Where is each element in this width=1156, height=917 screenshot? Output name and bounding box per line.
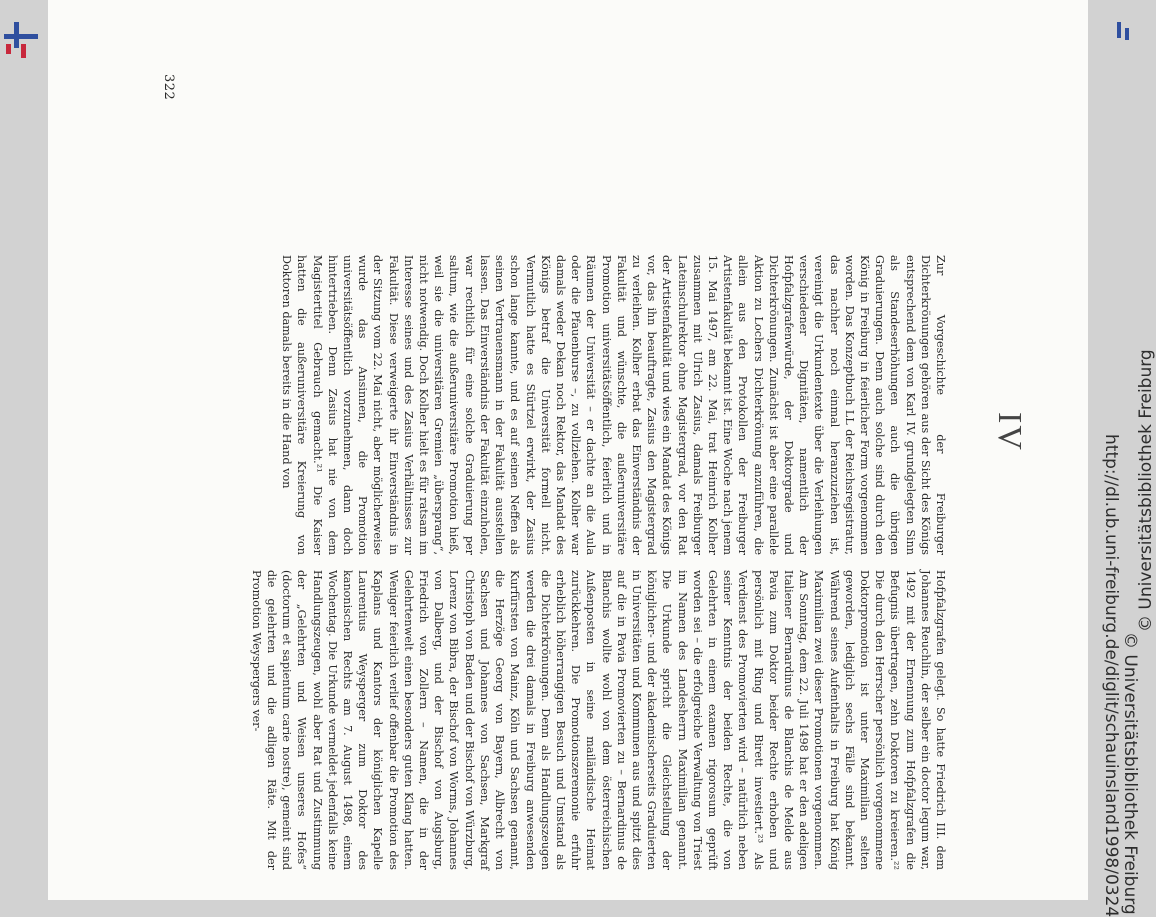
page-number: 322 bbox=[161, 74, 176, 101]
section-heading: IV bbox=[991, 412, 1028, 452]
text-column-left: Zur Vorgeschichte der Freiburger Dichterkrönungen gehören aus der Sicht des Königs entsprechend dem von Karl IV. grundgelegten Sinn als Standeserhöhungen auch die übrigen Graduierungen. Denn auch solche sind durch den König in Freiburg in feierlicher Form vorgenommen worden. Das Konzeptbuch LL der Reichsregistratur, das nachher noch einmal heranzuziehen ist, vereinigt die Urkundentexte über die Verleihungen verschiedener Dignitäten, namentlich der Hofpfalzgrafenwürde, der Doktorgrade und Dichterkrönungen. Zunächst ist aber eine parallele Aktion zu Lochers Dichterkrönung anzuführen, die allein aus den Protokollen der Freiburger Artistenfakultät bekannt ist. Eine Woche nach jenem 15. Mai 1497, am 22. Mai, trat Heinrich Kolher zusammen mit Ulrich Zasius, damals Freiburger Lateinschulrektor ohne Magistergrad, vor den Rat der Artistenfakultät und wies ein Mandat des Königs vor, das ihn beauftragte, Zasius den Magistergrad zu verleihen. Kolher erbat das Einverständnis der Fakultät und wünschte, die außeruniversitäre Promotion universitätsöffentlich, feierlich und in Räumen der Universität – er dachte an die Aula oder die Pfauenburse –, zu vollziehen. Kolher war damals weder Dekan noch Rektor, das Mandat des Königs betraf die Universität formell nicht. Vermutlich hatte es Stürtzel erwirkt, der Zasius schon lange kannte, und es auf seinen Neffen als seinen Vertrauensmann in der Fakultät ausstellen lassen. Das Einverständnis der Fakultät einzuholen, war rechtlich für eine solche Graduierung per saltum, wie die außeruniversitäre Promotion hieß, weil sie die universitären Gremien „übersprang“, nicht notwendig. Doch Kolher hielt es für ratsam im Interesse seines und des Zasius Verhältnisses zur Fakultät. Diese verweigerte ihr Einverständnis in der Sitzung vom 22. Mai nicht, aber möglicherweise wurde das Ansinnen, die Promotion universitätsöffentlich vorzunehmen, dann doch hintertrieben. Denn Zasius hat nie von dem Magistertitel Gebrauch gemacht.²¹ Die Kaiser hatten die außeruniversitäre Kreierung von Doktoren damals bereits in die Hand von bbox=[280, 255, 947, 555]
university-library-logo-icon bbox=[4, 22, 40, 62]
rotated-page-content bbox=[48, 0, 1088, 900]
scanned-page bbox=[48, 0, 1088, 900]
text-column-right: Hofpfalzgrafen gelegt. So hatte Friedrich III. dem Johannes Reuchlin, der selber ein doctor legum war, 1492 mit der Ernennung zum Hofpfalzgrafen die Befugnis übertragen, zehn Doktoren zu kreieren.²² Die durch den Herrscher persönlich vorgenommene Doktorpromotion ist unter Maximilian selten geworden, lediglich sechs Fälle sind bekannt. Während seines Aufenthalts in Freiburg hat König Maximilian zwei dieser Promotionen vorgenommen. Am Sonntag, dem 22. Juli 1498 hat er den adeligen Italiener Bernardinus de Blanchis de Melde aus Pavia zum Doktor beider Rechte erhoben und persönlich mit Ring und Birett investiert.²³ Als Verdienst des Promovierten wird – natürlich neben seiner Kenntnis der beiden Rechte, die von Gelehrten in einem examen rigorosum geprüft worden sei – die erfolgreiche Verwaltung von Triest im Namen des Landesherrn Maximilian genannt. Die Urkunde spricht die Gleichstellung der königlicher- und der akademischerseits Graduierten in Universitäten und Kommunen aus und spitzt dies auf die in Pavia Promovierten zu – Bernardinus de Blanchis wollte wohl von dem österreichischen Außenposten in seine mailändische Heimat zurückkehren. Die Promotionszeremonie erfuhr erheblich höherrangigen Besuch und Umstand als die Dichterkrönungen. Denn als Handlungszeugen werden die drei damals in Freiburg anwesenden Kurfürsten von Mainz, Köln und Sachsen genannt, die Herzöge Georg von Bayern, Albrecht von Sachsen und Johannes von Sachsen, Markgraf Christoph von Baden und der Bischof von Würzburg, Lorenz von Bibra, der Bischof von Worms, Johannes von Dalberg, und der Bischof von Augsburg, Friedrich von Zollern – Namen, die in der Gelehrtenwelt einen besonders guten Klang hatten. Weniger feierlich verlief offenbar die Promotion des Kaplans und Kantors der königlichen Kapelle Laurentius Weysperger zum Doktor des kanonischen Rechts am 7. August 1498, einem Wochentag. Die Urkunde vermeldet jedenfalls keine Handlungszeugen, wohl aber Rat und Zustimmung der „Gelehrten und Weisen unseres Hofes“ (doctorum et sapientum carie nostre), gemeint sind die gelehrten und die adligen Räte. Mit der Promotion Weyspergers ver- bbox=[249, 570, 947, 870]
watermark-url: http://dl.ub.uni-freiburg.de/diglit/schauinsland1998/0324 bbox=[1101, 434, 1121, 917]
watermark-copyright: © Universitätsbibliothek Freiburg bbox=[1120, 632, 1140, 915]
university-library-logo-right-icon bbox=[1117, 22, 1131, 42]
watermark-copyright-top: © Universitätsbibliothek Freiburg bbox=[1136, 349, 1156, 632]
